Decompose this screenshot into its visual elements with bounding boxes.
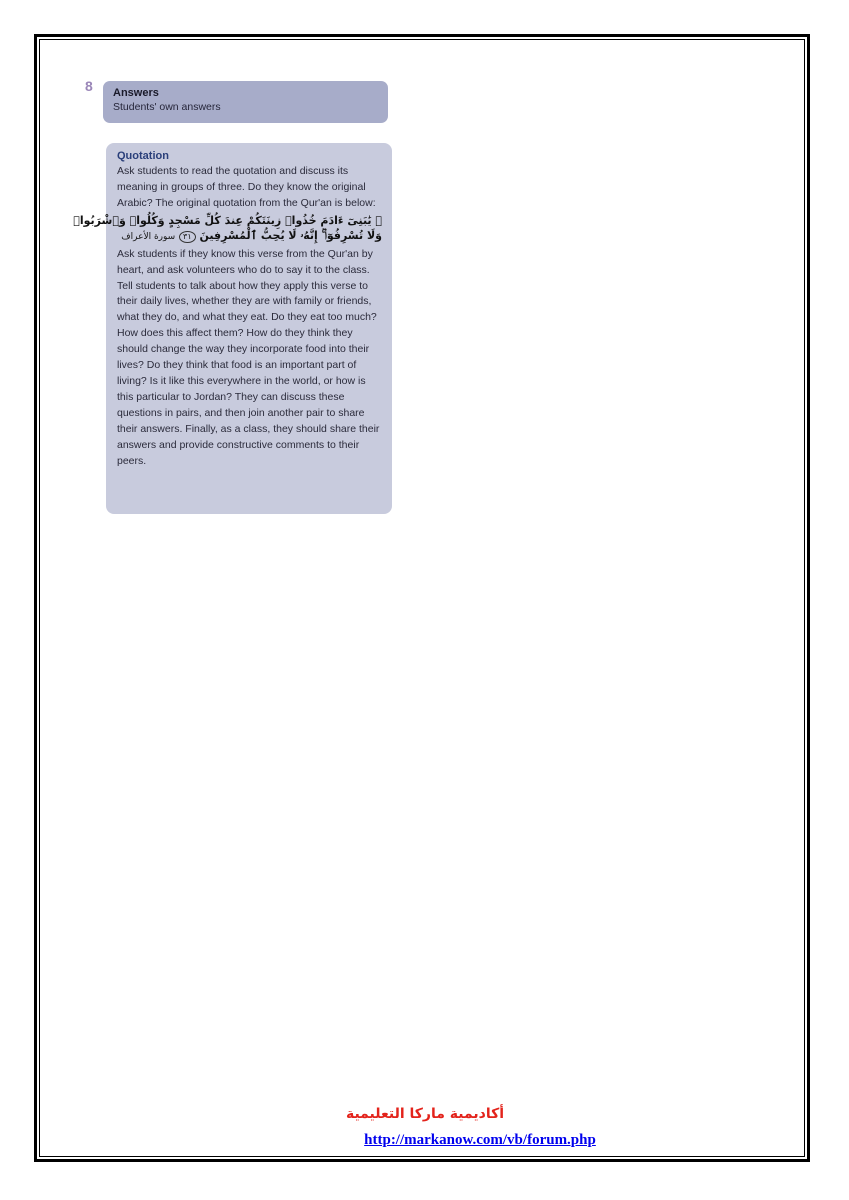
verse-line-2: وَلَا تُسْرِفُوٓا۟ ۚ إِنَّهُۥ لَا يُحِبُّ ٱلْمُسْرِفِينَ (199, 228, 382, 242)
answers-box (103, 81, 388, 123)
answers-title: Answers (113, 87, 159, 99)
verse-number-marker: ٣١ (179, 231, 196, 243)
quran-verse (73, 213, 382, 245)
footer-forum-link[interactable]: http://markanow.com/vb/forum.php (364, 1132, 596, 1148)
verse-line-2-wrapper (117, 228, 382, 245)
answers-text: Students' own answers (113, 101, 221, 113)
quotation-intro: Ask students to read the quotation and discuss its meaning in groups of three. Do they know the original Arabic? The original quotation from the Qur'an is below: (117, 165, 376, 209)
quotation-box (73, 143, 392, 514)
verse-line-1: ۞ يَٰبَنِىٓ ءَادَمَ خُذُوا۟ زِينَتَكُمْ عِندَ كُلِّ مَسْجِدٍ وَكُلُوا۟ وَٱشْرَبُوا۟ (73, 213, 382, 227)
footer-brand-text: أكاديمية ماركا التعليمية (345, 1106, 505, 1122)
surah-name: سورة الأعراف (121, 231, 176, 242)
quotation-body: Ask students if they know this verse from the Qur'an by heart, and ask volunteers who do to say it to the class. Tell students to talk about how they apply this verse to their daily lives, whether they are with family or friends, what they do, and what they eat. Do they eat too much? How does this affect them? How do they think they should change the way they incorporate food into their lives? Do they think that food is an important part of living? Is it like this everywhere in the world, or how is this particular to Jordan? They can discuss these questions in pairs, and then join another pair to share their answers. Finally, as a class, they should share their answers and provide constructive comments to their peers. (117, 247, 380, 467)
exercise-number: 8 (85, 78, 93, 94)
quotation-title: Quotation (117, 150, 169, 162)
